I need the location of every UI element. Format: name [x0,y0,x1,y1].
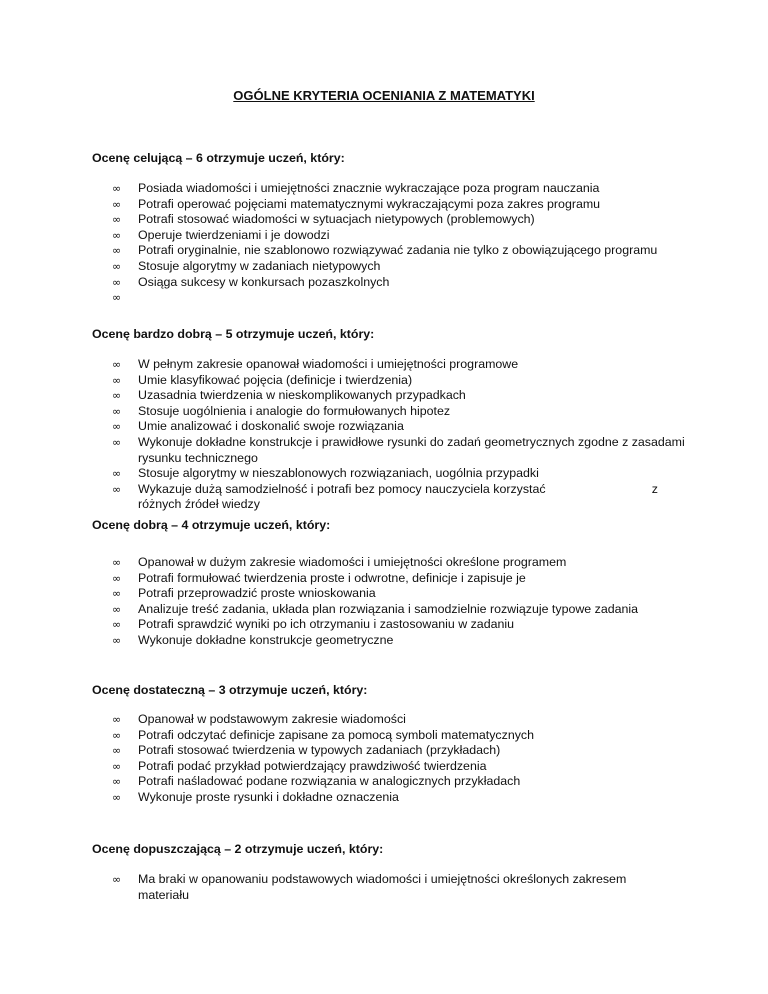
list-item: ∞ Potrafi odczytać definicje zapisane za pomocą symboli matematycznych [112,727,534,742]
infinity-bullet-icon: ∞ [112,213,122,227]
infinity-bullet-icon: ∞ [112,244,122,258]
list-item: ∞ Ma braki w opanowaniu podstawowych wiadomości i umiejętności określonych zakresem materiału [112,872,627,902]
infinity-bullet-icon: ∞ [112,197,122,211]
list-item: ∞ Operuje twierdzeniami i je dowodzi [112,227,330,242]
list-item: ∞ Potrafi formułować twierdzenia proste i odwrotne, definicje i zapisuje je [112,570,526,585]
list-item: ∞ Opanował w dużym zakresie wiadomości i umiejętności określone programem [112,555,567,569]
infinity-bullet-icon: ∞ [112,259,122,273]
grade-5-criteria-list [92,357,692,513]
infinity-bullet-icon: ∞ [112,420,122,434]
infinity-bullet-icon: ∞ [112,275,122,289]
document-title: OGÓLNE KRYTERIA OCENIANIA Z MATEMATYKI [233,88,535,103]
infinity-bullet-icon: ∞ [112,482,122,496]
list-item: ∞ Opanował w podstawowym zakresie wiadomości [112,712,406,726]
infinity-bullet-icon: ∞ [112,759,122,773]
list-item: ∞ Umie analizować i doskonalić swoje rozwiązania [112,419,404,434]
list-item: ∞ Potrafi przeprowadzić proste wnioskowania [112,586,376,601]
grade-3-criteria-list [92,712,692,806]
list-item: ∞ Posiada wiadomości i umiejętności znacznie wykraczające poza program nauczania [112,181,600,195]
list-item: ∞ Stosuje uogólnienia i analogie do formułowanych hipotez [112,403,451,418]
infinity-bullet-icon: ∞ [112,744,122,758]
infinity-bullet-icon: ∞ [112,228,122,242]
list-item: ∞ Potrafi podać przykład potwierdzający prawdziwość twierdzenia [112,758,487,773]
list-item: ∞ Potrafi oryginalnie, nie szablonowo rozwiązywać zadania nie tylko z obowiązującego programu [112,243,658,258]
list-item: ∞ Analizuje treść zadania, układa plan rozwiązania i samodzielnie rozwiązuje typowe zadania [112,601,639,616]
grade-6-heading: Ocenę celującą – 6 otrzymuje uczeń, który: [92,151,345,165]
grade-2-criteria-list [92,872,672,903]
infinity-bullet-icon: ∞ [112,587,122,601]
infinity-bullet-icon: ∞ [112,291,122,305]
infinity-bullet-icon: ∞ [112,602,122,616]
grade-2-heading: Ocenę dopuszczającą – 2 otrzymuje uczeń, który: [92,842,384,856]
infinity-bullet-icon: ∞ [112,182,122,195]
infinity-bullet-icon: ∞ [112,389,122,403]
list-item: ∞ W pełnym zakresie opanował wiadomości i umiejętności programowe [112,357,519,371]
infinity-bullet-icon: ∞ [112,775,122,789]
list-item: ∞ Potrafi operować pojęciami matematycznymi wykraczającymi poza zakres programu [112,196,601,211]
list-item: ∞ Potrafi stosować wiadomości w sytuacjach nietypowych (problemowych) [112,212,535,227]
infinity-bullet-icon: ∞ [112,571,122,585]
list-item: ∞ Wykonuje dokładne konstrukcje i prawidłowe rysunki do zadań geometrycznych zgodne z zasadami rysunku technicznego [112,434,685,465]
list-item: ∞ Wykazuje dużą samodzielność i potrafi bez pomocy nauczyciela korzystać z różnych źródeł wiedzy [112,481,658,512]
list-item: ∞ Potrafi sprawdzić wyniki po ich otrzymaniu i zastosowaniu w zadaniu [112,617,515,632]
infinity-bullet-icon: ∞ [112,633,122,647]
list-item [92,290,692,306]
list-item: ∞ Potrafi naśladować podane rozwiązania w analogicznych przykładach [112,774,521,789]
grade-4-criteria-list [92,555,692,649]
grade-3-heading: Ocenę dostateczną – 3 otrzymuje uczeń, który: [92,683,368,697]
infinity-bullet-icon: ∞ [112,873,122,886]
infinity-bullet-icon: ∞ [112,728,122,742]
infinity-bullet-icon: ∞ [112,435,122,449]
grade-5-heading: Ocenę bardzo dobrą – 5 otrzymuje uczeń, który: [92,327,375,341]
list-item: ∞ Stosuje algorytmy w zadaniach nietypowych [112,258,381,273]
grade-4-heading: Ocenę dobrą – 4 otrzymuje uczeń, który: [92,518,331,532]
list-item: ∞ Uzasadnia twierdzenia w nieskomplikowanych przypadkach [112,388,466,403]
grade-6-criteria-list [92,181,692,306]
infinity-bullet-icon: ∞ [112,404,122,418]
infinity-bullet-icon: ∞ [112,713,122,726]
infinity-bullet-icon: ∞ [112,618,122,632]
list-item: ∞ Wykonuje dokładne konstrukcje geometryczne [112,632,394,647]
list-item: ∞ Stosuje algorytmy w nieszablonowych rozwiązaniach, uogólnia przypadki [112,466,539,481]
infinity-bullet-icon: ∞ [112,790,122,804]
list-item: ∞ Potrafi stosować twierdzenia w typowych zadaniach (przykładach) [112,743,501,758]
infinity-bullet-icon: ∞ [112,373,122,387]
infinity-bullet-icon: ∞ [112,467,122,481]
list-item: ∞ Osiąga sukcesy w konkursach pozaszkolnych [112,274,390,289]
infinity-bullet-icon: ∞ [112,556,122,569]
list-item: ∞ Wykonuje proste rysunki i dokładne oznaczenia [112,789,399,804]
list-item: ∞ Umie klasyfikować pojęcia (definicje i twierdzenia) [112,372,413,387]
infinity-bullet-icon: ∞ [112,358,122,371]
